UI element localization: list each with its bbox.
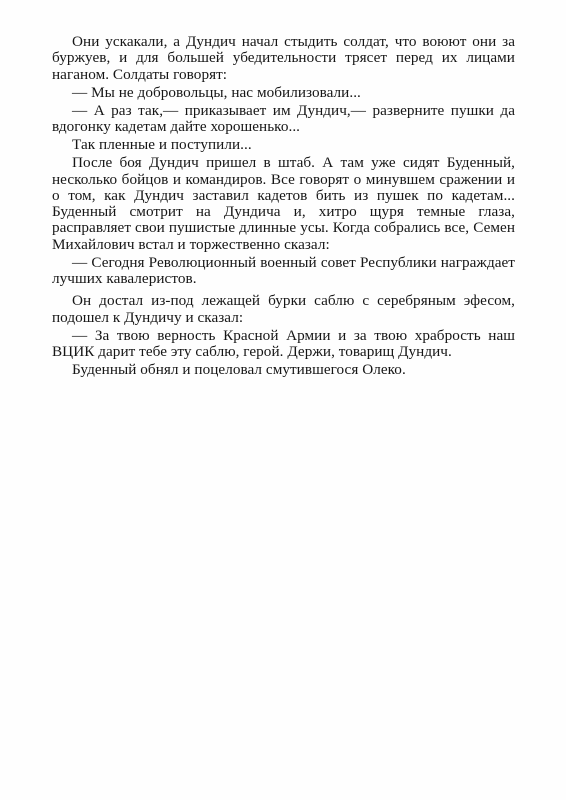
paragraph-6: — Сегодня Революционный военный совет Республики награждает лучших кавалеристов. (52, 253, 515, 288)
paragraph-3: — А раз так,— приказывает им Дундич,— разверните пушки да вдогонку кадетам дайте хорошенько... (52, 101, 515, 136)
paragraph-4: Так пленные и поступили... (72, 136, 252, 154)
paragraph-1: Они ускакали, а Дундич начал стыдить солдат, что воюют они за буржуев, и для большей убедительности трясет перед их лицами наганом. Солдаты говорят: (52, 33, 515, 83)
paragraph-8: — За твою верность Красной Армии и за твою храбрость наш ВЦИК дарит тебе эту саблю, герой. Держи, товарищ Дундич. (52, 326, 515, 361)
paragraph-5: После боя Дундич пришел в штаб. А там уже сидят Буденный, несколько бойцов и командиров. Все говорят о минувшем сражении и о том, как Дундич заставил кадетов бить из пушек по кадетам... Буденный смотрит на Дундича и, хитро щуря темные глаза, расправляет свои пушистые длинные усы. Когда собрались все, Семен Михайлович встал и торжественно сказал: (52, 154, 515, 253)
page-text (52, 34, 515, 379)
paragraph-2: — Мы не добровольцы, нас мобилизовали... (72, 83, 361, 101)
paragraph-7: Он достал из-под лежащей бурки саблю с серебряным эфесом, подошел к Дундичу и сказал: (52, 292, 515, 326)
paragraph-9: Буденный обнял и поцеловал смутившегося Олеко. (72, 361, 406, 379)
